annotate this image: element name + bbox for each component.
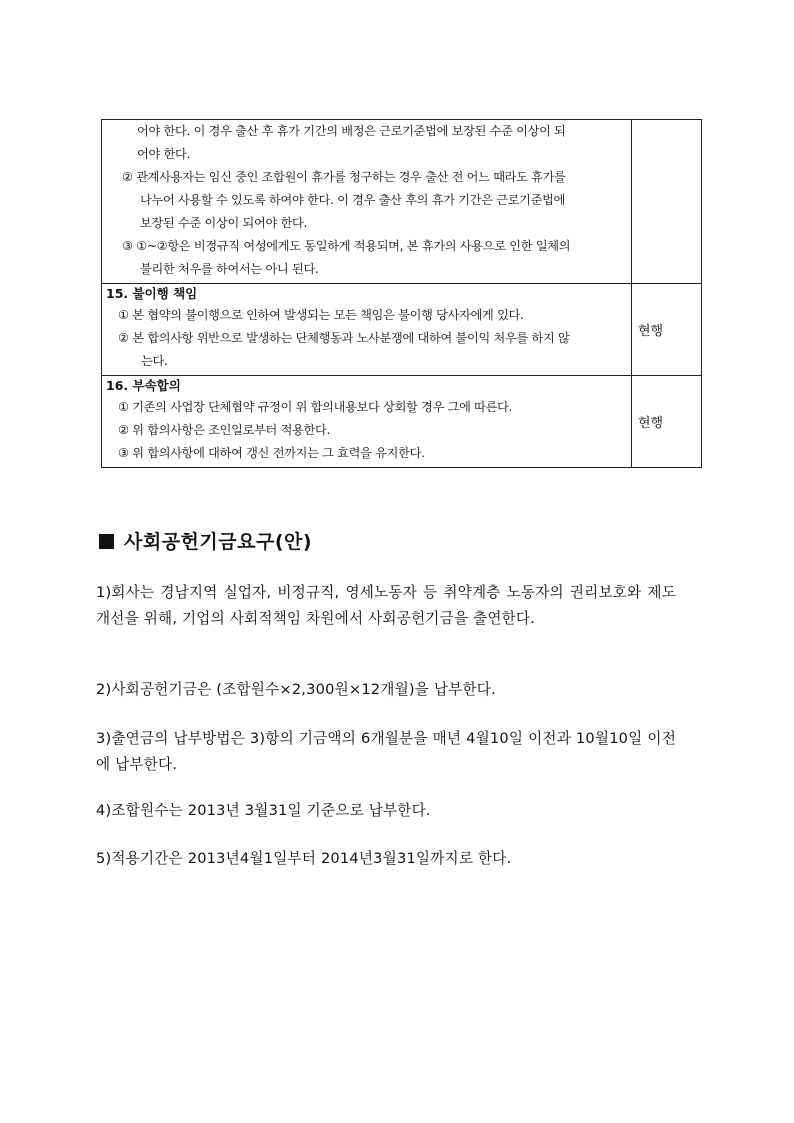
clause-line: ① 기존의 사업장 단체협약 규정이 위 합의내용보다 상회할 경우 그에 따른다. [118,400,513,414]
paragraph: 3)출연금의 납부방법은 3)항의 기금액의 6개월분을 매년 4월10일 이전과 10월10일 이전에 납부한다. [96,730,676,773]
agreement-table [101,119,702,468]
clause-line: 어야 한다. [137,147,191,161]
paragraph: 5)적용기간은 2013년4월1일부터 2014년3월31일까지로 한다. [96,850,512,867]
clause-line: 어야 한다. 이 경우 출산 후 휴가 기간의 배정은 근로기준법에 보장된 수준 이상이 되 [137,124,566,138]
clause-header: 16. 부속합의 [106,378,181,393]
remark-cell: 현행 [632,284,702,376]
table-row [102,376,702,468]
table-row [102,120,702,284]
clause-line: ③ ①~②항은 비정규직 여성에게도 동일하게 적용되며, 본 휴가의 사용으로 인한 일체의 [122,239,571,253]
clause-line: 는다. [141,354,168,368]
clause-cell [102,376,632,468]
clause-line: ② 위 합의사항은 조인일로부터 적용한다. [118,423,331,437]
paragraph: 2)사회공헌기금은 (조합원수×2,300원×12개월)을 납부한다. [96,681,496,698]
remark-cell: 현행 [632,376,702,468]
clause-line: ② 관계사용자는 임신 중인 조합원이 휴가를 청구하는 경우 출산 전 어느 때라도 휴가를 [122,170,566,184]
square-bullet-icon [99,534,114,549]
clause-cell [102,284,632,376]
clause-header: 15. 불이행 책임 [106,286,198,301]
clause-line: ① 본 협약의 불이행으로 인하여 발생되는 모든 책임은 불이행 당사자에게 있다. [118,308,524,322]
clause-line: ③ 위 합의사항에 대하여 갱신 전까지는 그 효력을 유지한다. [118,446,425,460]
paragraph: 1)회사는 경남지역 실업자, 비정규직, 영세노동자 등 취약계층 노동자의 권리보호와 제도개선을 위해, 기업의 사회적책임 차원에서 사회공헌기금을 출연한다. [96,584,676,627]
remark-cell [632,120,702,284]
clause-line: 보장된 수준 이상이 되어야 한다. [140,216,308,230]
paragraph: 4)조합원수는 2013년 3월31일 기준으로 납부한다. [96,802,431,819]
clause-line: 불리한 처우를 하여서는 아니 된다. [140,262,319,276]
table-row [102,284,702,376]
clause-line: ② 본 합의사항 위반으로 발생하는 단체행동과 노사분쟁에 대하여 불이익 처우를 하지 않 [118,331,570,345]
clause-line: 나누어 사용할 수 있도록 하여야 한다. 이 경우 출산 후의 휴가 기간은 근로기준법에 [140,193,566,207]
section-heading [99,527,312,554]
clause-cell [102,120,632,284]
section-title-text: 사회공헌기금요구(안) [124,531,313,553]
